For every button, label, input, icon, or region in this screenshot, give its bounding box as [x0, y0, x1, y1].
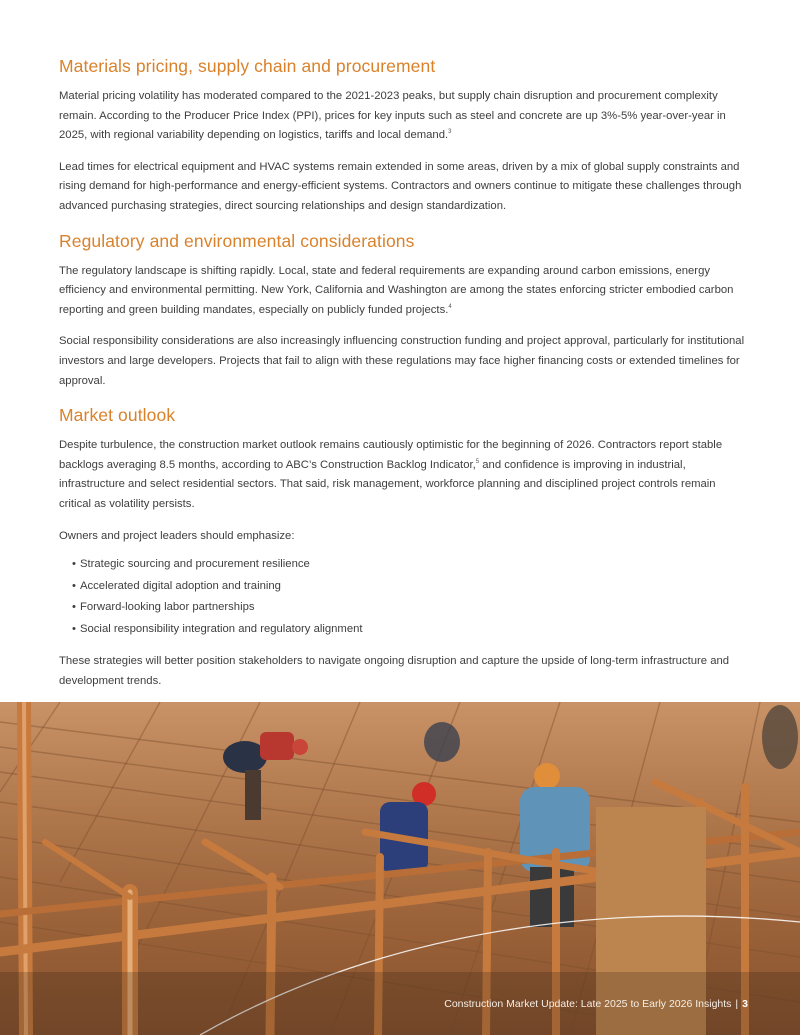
list-item: • Forward-looking labor partnerships: [72, 597, 749, 619]
construction-workers-rebar-photo: [0, 702, 800, 1035]
paragraph-text: Despite turbulence, the construction market outlook remains cautiously optimistic for the beginning of 2026. Contractors report stable backlogs averaging 8.5 months, according to ABC’s Construction Backlog Indicator,: [59, 439, 723, 471]
section-materials: [59, 56, 749, 217]
section-heading: Materials pricing, supply chain and procurement: [59, 56, 436, 76]
list-item: • Accelerated digital adoption and training: [72, 576, 749, 598]
section-heading: Market outlook: [59, 405, 176, 426]
section-regulatory: [59, 231, 749, 392]
page-footer: [444, 998, 748, 1010]
section-heading: Regulatory and environmental considerations: [59, 230, 415, 251]
paragraph: Lead times for electrical equipment and HVAC systems remain extended in some areas, driven by a mix of global supply constraints and rising demand for high-performance and energy-efficient systems. Contractors and owners continue to mitigate these challenges through advanced purchasing strategies, direct sourcing relationships and design standardization.: [59, 160, 742, 212]
list-intro: Owners and project leaders should emphasize:: [59, 529, 295, 542]
paragraph: [59, 436, 749, 514]
article-body: [59, 56, 749, 705]
list-item: • Strategic sourcing and procurement resilience: [72, 554, 749, 576]
footnote-ref: 3: [448, 129, 452, 136]
paragraph: [59, 87, 749, 146]
paragraph: [59, 262, 749, 321]
footnote-ref: 5: [475, 458, 480, 465]
footer-title: Construction Market Update: Late 2025 to Early 2026 Insights: [444, 998, 732, 1010]
paragraph-text: Material pricing volatility has moderated compared to the 2021-2023 peaks, but supply chain disruption and procurement complexity remain. According to the Producer Price Index (PPI), prices for key inputs such as steel and concrete are up 3%-5% year-over-year in 2025, with regional variability depending on logistics, tariffs and local demand.: [59, 90, 726, 142]
paragraph: These strategies will better position stakeholders to navigate ongoing disruption and capture the upside of long-term infrastructure and development trends.: [59, 655, 730, 687]
bullet-list: [72, 554, 749, 640]
page-number: 3: [742, 998, 748, 1010]
photo-illustration: [0, 702, 800, 1035]
paragraph-text: The regulatory landscape is shifting rapidly. Local, state and federal requirements are expanding around carbon emissions, energy efficiency and environmental permitting. New York, California and Washington are among the states enforcing stricter embodied carbon reporting and green building mandates, especially on publicly funded projects.: [59, 264, 734, 316]
section-market-outlook: [59, 405, 749, 691]
footer-separator: |: [735, 998, 739, 1010]
footnote-ref: 4: [448, 303, 452, 310]
paragraph-text: and confidence is improving in industrial, infrastructure and select residential sectors. That said, risk management, workforce planning and disciplined project controls remain critical as volatility persists.: [59, 458, 716, 510]
list-item: • Social responsibility integration and regulatory alignment: [72, 619, 749, 641]
paragraph: Social responsibility considerations are also increasingly influencing construction funding and project approval, particularly for institutional investors and large developers. Projects that fail to align with these regulations may face higher financing costs or extended timelines for approval.: [59, 335, 745, 387]
